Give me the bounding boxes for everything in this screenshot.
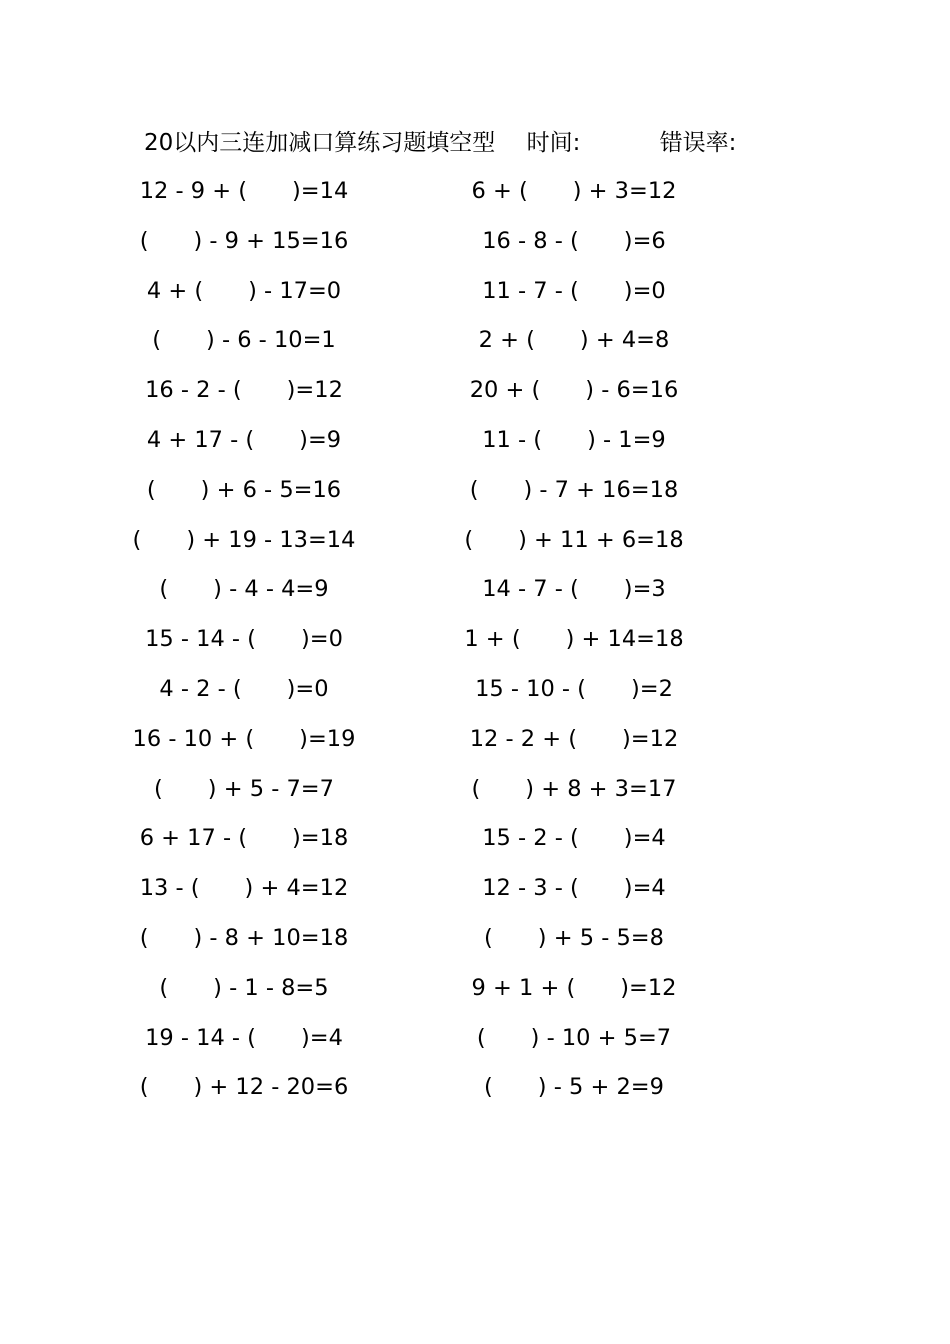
problem-right-4: 2 + ( ) + 4=8 <box>478 327 670 354</box>
problem-right-5: 20 + ( ) - 6=16 <box>469 377 679 404</box>
problem-left-10: 15 - 14 - ( )=0 <box>145 626 343 653</box>
right-problem-column <box>454 176 694 1122</box>
problem-left-15: 13 - ( ) + 4=12 <box>139 875 349 902</box>
problem-right-8: ( ) + 11 + 6=18 <box>464 526 684 553</box>
problem-left-19: ( ) + 12 - 20=6 <box>139 1074 349 1101</box>
problem-left-11: 4 - 2 - ( )=0 <box>159 675 329 702</box>
error-rate-label: 错误率: <box>659 130 737 156</box>
left-problem-column <box>124 176 364 1122</box>
problem-right-6: 11 - ( ) - 1=9 <box>482 426 666 453</box>
problem-right-1: 6 + ( ) + 3=12 <box>471 178 677 204</box>
problem-right-7: ( ) - 7 + 16=18 <box>469 476 679 503</box>
problem-right-11: 15 - 10 - ( )=2 <box>475 675 673 702</box>
problem-left-1: 12 - 9 + ( )=14 <box>139 178 349 204</box>
problem-right-3: 11 - 7 - ( )=0 <box>482 277 666 304</box>
problem-left-13: ( ) + 5 - 7=7 <box>154 775 334 802</box>
problem-left-9: ( ) - 4 - 4=9 <box>159 576 329 603</box>
problem-right-13: ( ) + 8 + 3=17 <box>471 775 677 802</box>
problem-right-9: 14 - 7 - ( )=3 <box>482 576 666 603</box>
worksheet-title: 20以内三连加减口算练习题填空型 <box>144 130 496 156</box>
problem-right-2: 16 - 8 - ( )=6 <box>482 227 666 254</box>
problem-right-10: 1 + ( ) + 14=18 <box>464 626 684 653</box>
problem-left-14: 6 + 17 - ( )=18 <box>139 825 349 852</box>
problem-right-15: 12 - 3 - ( )=4 <box>482 875 666 902</box>
problem-right-18: ( ) - 10 + 5=7 <box>476 1024 672 1051</box>
problem-right-16: ( ) + 5 - 5=8 <box>484 924 664 951</box>
problem-left-2: ( ) - 9 + 15=16 <box>139 227 349 254</box>
time-label: 时间: <box>526 130 581 156</box>
problem-left-18: 19 - 14 - ( )=4 <box>145 1024 343 1051</box>
worksheet-header <box>144 126 736 160</box>
problem-right-12: 12 - 2 + ( )=12 <box>469 725 679 752</box>
problem-left-5: 16 - 2 - ( )=12 <box>145 377 343 404</box>
problem-left-6: 4 + 17 - ( )=9 <box>146 426 342 453</box>
problem-right-14: 15 - 2 - ( )=4 <box>482 825 666 852</box>
problem-left-7: ( ) + 6 - 5=16 <box>146 476 342 503</box>
problem-left-8: ( ) + 19 - 13=14 <box>132 526 356 553</box>
problem-left-12: 16 - 10 + ( )=19 <box>132 725 356 752</box>
problem-left-17: ( ) - 1 - 8=5 <box>159 974 329 1001</box>
problem-right-17: 9 + 1 + ( )=12 <box>471 974 677 1001</box>
problem-right-19: ( ) - 5 + 2=9 <box>484 1074 664 1101</box>
problem-left-4: ( ) - 6 - 10=1 <box>152 327 336 354</box>
problem-left-16: ( ) - 8 + 10=18 <box>139 924 349 951</box>
problem-left-3: 4 + ( ) - 17=0 <box>146 277 342 304</box>
